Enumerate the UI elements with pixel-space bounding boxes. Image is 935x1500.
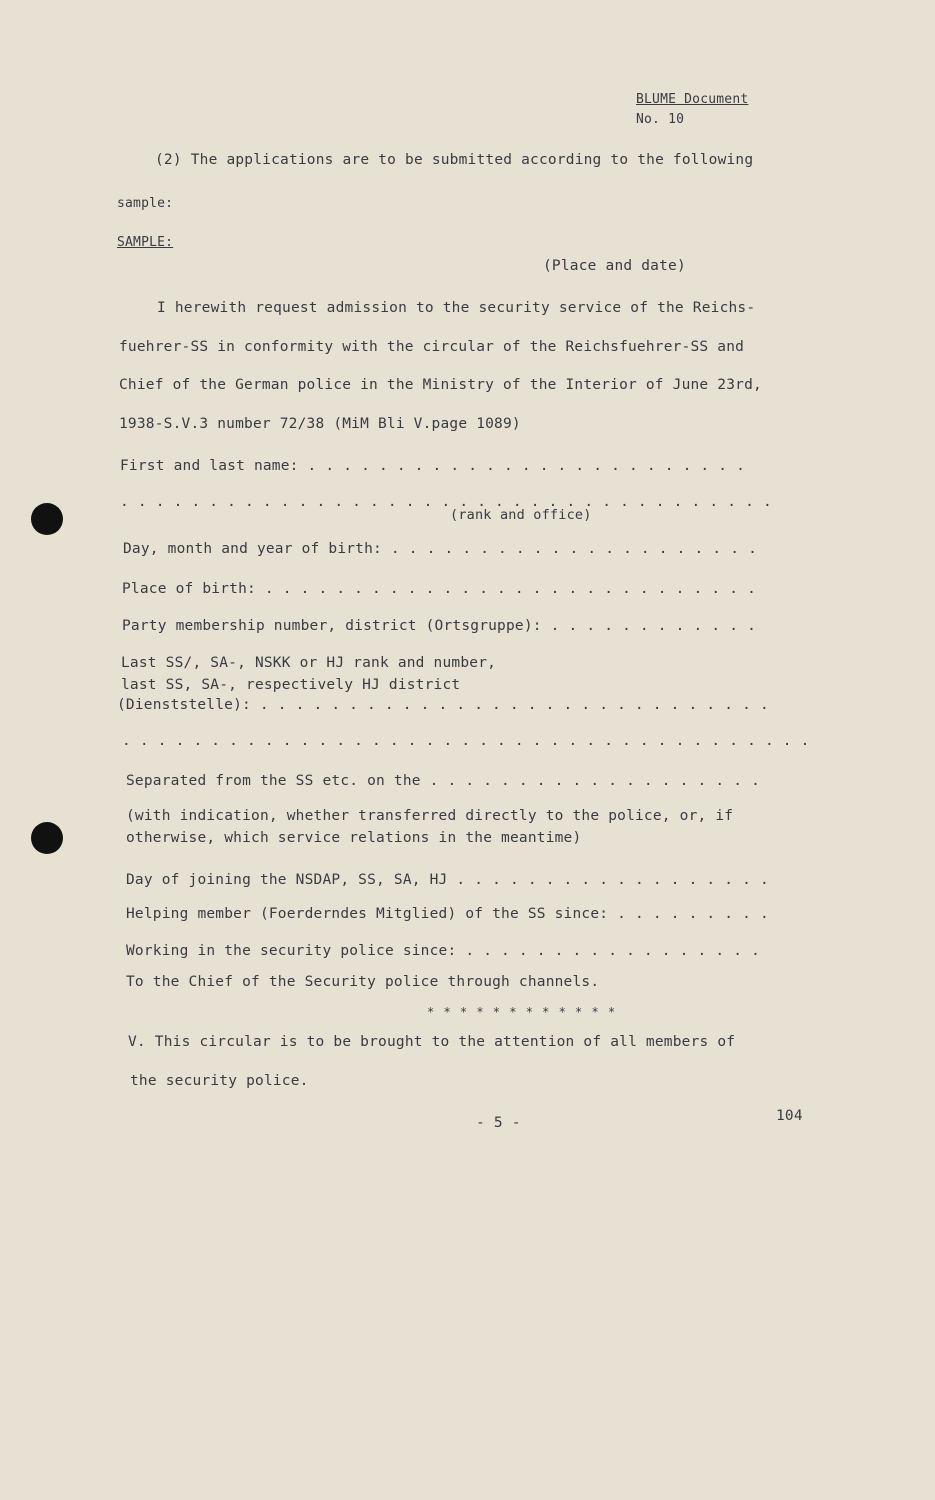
sample-heading: SAMPLE: xyxy=(117,235,174,250)
field-working: Working in the security police since: . . . . . . . . . . . . . . . . . xyxy=(126,943,761,959)
doc-number: No. 10 xyxy=(636,112,685,127)
para-2-line1: (2) The applications are to be submitted according to the following xyxy=(155,152,754,168)
field-party: Party membership number, district (Ortsgruppe): . . . . . . . . . . . . xyxy=(122,618,757,634)
field-to-chief: To the Chief of the Security police through channels. xyxy=(126,974,600,990)
field-last-rank-line3: (Dienststelle): . . . . . . . . . . . . . . . . . . . . . . . . . . . . . xyxy=(117,697,769,713)
field-birth-place: Place of birth: . . . . . . . . . . . . . . . . . . . . . . . . . . . . xyxy=(122,581,757,597)
punch-hole-top xyxy=(31,503,63,535)
para-v-line1: V. This circular is to be brought to the attention of all members of xyxy=(128,1034,736,1050)
request-line3: Chief of the German police in the Ministry of the Interior of June 23rd, xyxy=(119,377,762,393)
field-birth-date: Day, month and year of birth: . . . . . . . . . . . . . . . . . . . . . xyxy=(123,541,758,557)
stars-separator: * * * * * * * * * * * * xyxy=(427,1005,617,1019)
field-indication-line1: (with indication, whether transferred directly to the police, or, if xyxy=(126,808,734,824)
request-line1: I herewith request admission to the security service of the Reichs- xyxy=(157,300,756,316)
stamp-number: 104 xyxy=(776,1108,803,1124)
field-last-rank-line2: last SS, SA-, respectively HJ district xyxy=(121,677,461,693)
place-date: (Place and date) xyxy=(543,258,686,274)
request-line4: 1938-S.V.3 number 72/38 (MiM Bli V.page 1089) xyxy=(119,416,521,432)
field-indication-line2: otherwise, which service relations in the meantime) xyxy=(126,830,582,846)
field-name: First and last name: . . . . . . . . . . . . . . . . . . . . . . . . . xyxy=(120,458,746,474)
para-v-line2: the security police. xyxy=(130,1073,309,1089)
field-rank-dots: . . . . . . . . . . . . . . . . . . . . . . . . . . . . . . . . . . . . . xyxy=(120,494,772,510)
field-blank-dots: . . . . . . . . . . . . . . . . . . . . . . . . . . . . . . . . . . . . . . . xyxy=(122,733,810,749)
doc-label: BLUME Document xyxy=(636,92,749,107)
field-separated: Separated from the SS etc. on the . . . . . . . . . . . . . . . . . . . xyxy=(126,773,761,789)
para-2-line2: sample: xyxy=(117,196,174,211)
page-number: - 5 - xyxy=(476,1115,521,1131)
field-rank-label: (rank and office) xyxy=(450,507,592,523)
field-joining: Day of joining the NSDAP, SS, SA, HJ . . . . . . . . . . . . . . . . . . xyxy=(126,872,769,888)
field-helping: Helping member (Foerderndes Mitglied) of the SS since: . . . . . . . . . xyxy=(126,906,769,922)
request-line2: fuehrer-SS in conformity with the circular of the Reichsfuehrer-SS and xyxy=(119,339,745,355)
punch-hole-bottom xyxy=(31,822,63,854)
field-last-rank-line1: Last SS/, SA-, NSKK or HJ rank and number, xyxy=(121,655,497,671)
